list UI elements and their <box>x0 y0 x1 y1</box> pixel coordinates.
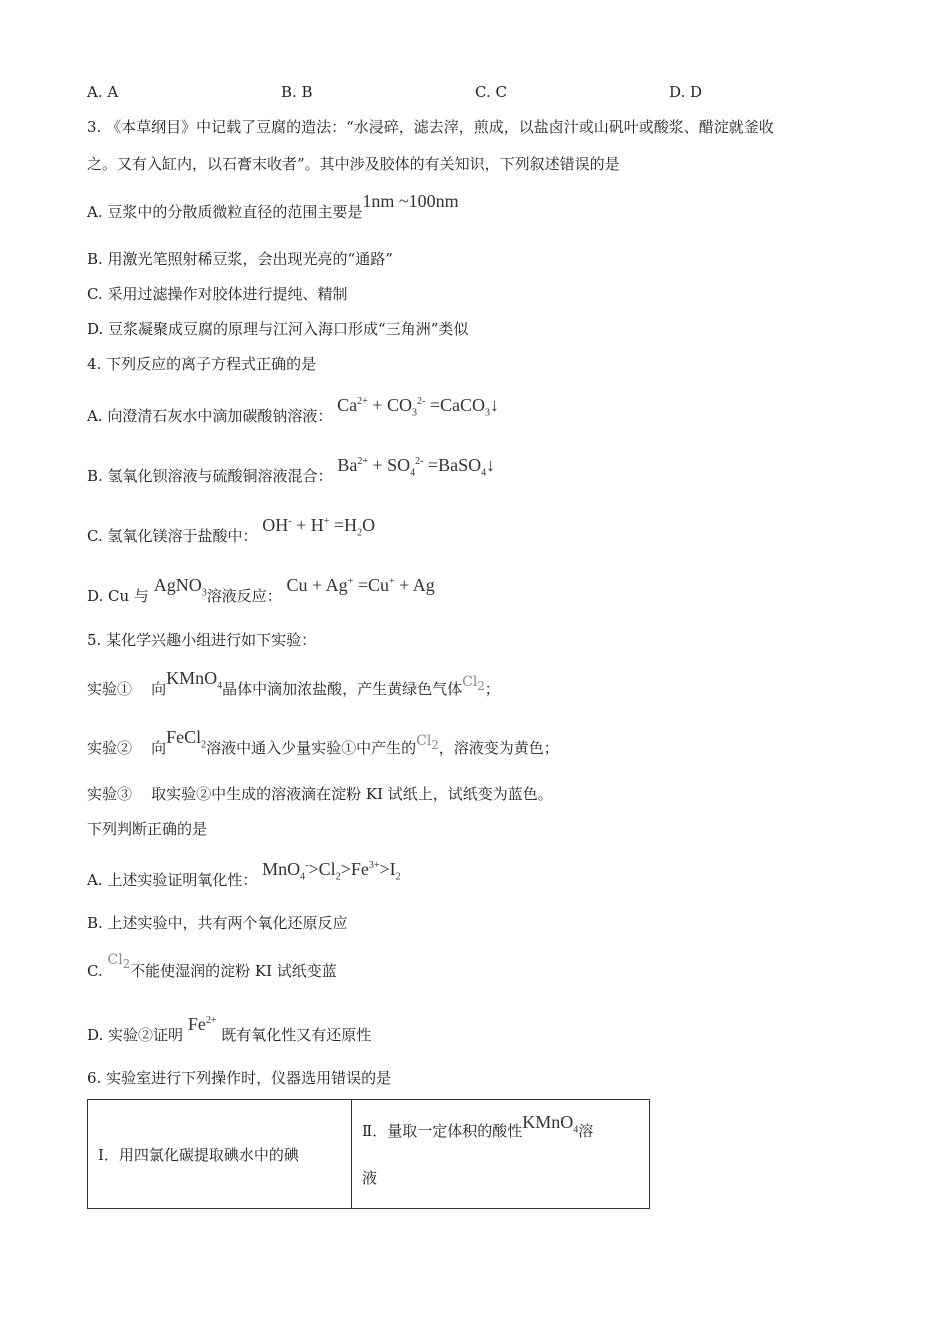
q5-exp2-label: 实验② <box>87 739 133 757</box>
q4-option-a-text: A. 向澄清石灰水中滴加碳酸钠溶液： <box>87 407 333 425</box>
q5-exp2-gas: $Cl_2$ <box>416 733 439 752</box>
q5-option-c-text: C. <box>87 962 103 980</box>
q4-option-d-text2: 溶液反应： <box>206 587 282 605</box>
q6-table <box>87 1099 650 1209</box>
q5-exp1-end: ； <box>484 680 500 698</box>
q5-option-c-text2: 不能使湿润的淀粉 KI 试纸变蓝 <box>130 962 337 980</box>
q2-option-a: A. A <box>87 83 119 101</box>
q6-cell-2-post: 溶 <box>578 1121 594 1140</box>
q6-cell-1-text: Ⅰ．用四氯化碳提取碘水中的碘 <box>98 1145 299 1164</box>
q3-stem-line1: 3. 《本草纲目》中记载了豆腐的造法：“水浸碎，滤去滓，煎成，以盐卤汁或山矾叶或酸浆、醋淀就釜收 <box>87 118 774 136</box>
q3-option-b: B. 用激光笔照射稀豆浆，会出现光亮的“通路” <box>87 250 393 268</box>
q5-experiment-1 <box>87 668 500 707</box>
q5-exp2-end: ，溶液变为黄色； <box>438 739 559 757</box>
q5-exp3-label: 实验③ <box>87 785 133 803</box>
q5-exp2-reagent: FeCl$_2$ <box>166 727 207 751</box>
q5-exp1-label: 实验① <box>87 680 133 698</box>
q5-option-d <box>87 1014 372 1045</box>
q5-option-b: B. 上述实验中，共有两个氧化还原反应 <box>87 914 348 932</box>
q6-cell-2-line2: 液 <box>362 1169 378 1188</box>
q5-option-a-text: A. 上述实验证明氧化性： <box>87 871 258 889</box>
q6-cell-2-line1 <box>362 1111 639 1154</box>
q5-option-a-formula: $MnO_4^->Cl_2>Fe^{3+}>I_2$ <box>262 859 401 883</box>
q3-option-a-formula: 1nm ~100nm <box>362 191 459 211</box>
q5-judge: 下列判断正确的是 <box>87 820 208 838</box>
q4-option-b <box>87 455 496 494</box>
q4-option-b-equation: $Ba^{2+} + SO_4^{2-}$ =BaSO$_4$↓ <box>337 455 496 479</box>
q3-option-d: D. 豆浆凝聚成豆腐的原理与江河入海口形成“三角洲”类似 <box>87 320 469 338</box>
q5-option-d-text: D. 实验②证明 <box>87 1026 184 1044</box>
q5-exp1-pre: 向 <box>151 680 167 698</box>
q5-option-a <box>87 859 401 898</box>
q4-option-d <box>87 575 435 614</box>
q5-exp1-text: 晶体中滴加浓盐酸，产生黄绿色气体 <box>222 680 463 698</box>
q3-option-a-text: A. 豆浆中的分散质微粒直径的范围主要是 <box>87 203 363 221</box>
q5-option-c-formula: $Cl_2$ <box>107 952 131 971</box>
q5-exp1-reagent: KMnO$_4$ <box>166 668 223 692</box>
q3-option-c: C. 采用过滤操作对胶体进行提纯、精制 <box>87 285 348 303</box>
q5-option-c <box>87 952 337 986</box>
q4-option-b-text: B. 氢氧化钡溶液与硫酸铜溶液混合： <box>87 467 333 485</box>
q4-option-a-equation: $Ca^{2+} + CO_3^{2-}$ =CaCO$_3$↓ <box>337 395 499 419</box>
q5-option-d-text2: 既有氧化性又有还原性 <box>221 1026 372 1044</box>
q3-option-a <box>87 191 459 222</box>
q4-option-d-equation: Cu + Ag+ =Cu+ + Ag <box>286 575 435 595</box>
q2-option-c: C. C <box>475 83 507 101</box>
q6-cell-2 <box>352 1100 650 1209</box>
q4-option-a <box>87 395 499 434</box>
q3-stem-line2: 之。又有入缸内，以石膏末收者”。其中涉及胶体的有关知识，下列叙述错误的是 <box>87 155 620 173</box>
q5-exp3-text: 取实验②中生成的溶液滴在淀粉 KI 试纸上，试纸变为蓝色。 <box>151 785 553 803</box>
q5-exp2-text: 溶液中通入少量实验①中产生的 <box>206 739 417 757</box>
q6-cell-2-pre: Ⅱ．量取一定体积的酸性 <box>362 1121 523 1140</box>
q5-exp1-gas: $Cl_2$ <box>462 674 485 693</box>
q2-option-d: D. D <box>669 83 703 101</box>
q4-stem: 4. 下列反应的离子方程式正确的是 <box>87 355 317 373</box>
q4-option-d-text: D. Cu 与 <box>87 587 149 605</box>
q5-option-d-formula: $Fe^{2+}$ <box>187 1014 217 1034</box>
q5-stem: 5. 某化学兴趣小组进行如下实验： <box>87 631 317 649</box>
q4-option-c-text: C. 氢氧化镁溶于盐酸中： <box>87 527 258 545</box>
q6-cell-1 <box>88 1100 352 1209</box>
q4-option-c-equation: $OH^- + H^+ =H_2O$ <box>262 515 376 539</box>
q5-experiment-2 <box>87 727 559 766</box>
q4-option-c <box>87 515 376 554</box>
q6-cell-2-formula: KMnO$_4$ <box>522 1111 579 1136</box>
q2-option-b: B. B <box>281 83 313 101</box>
q5-experiment-3 <box>87 784 553 804</box>
q5-exp2-pre: 向 <box>151 739 167 757</box>
q4-option-d-reagent: AgNO$_3$ <box>153 575 207 599</box>
q6-stem: 6. 实验室进行下列操作时，仪器选用错误的是 <box>87 1069 392 1087</box>
